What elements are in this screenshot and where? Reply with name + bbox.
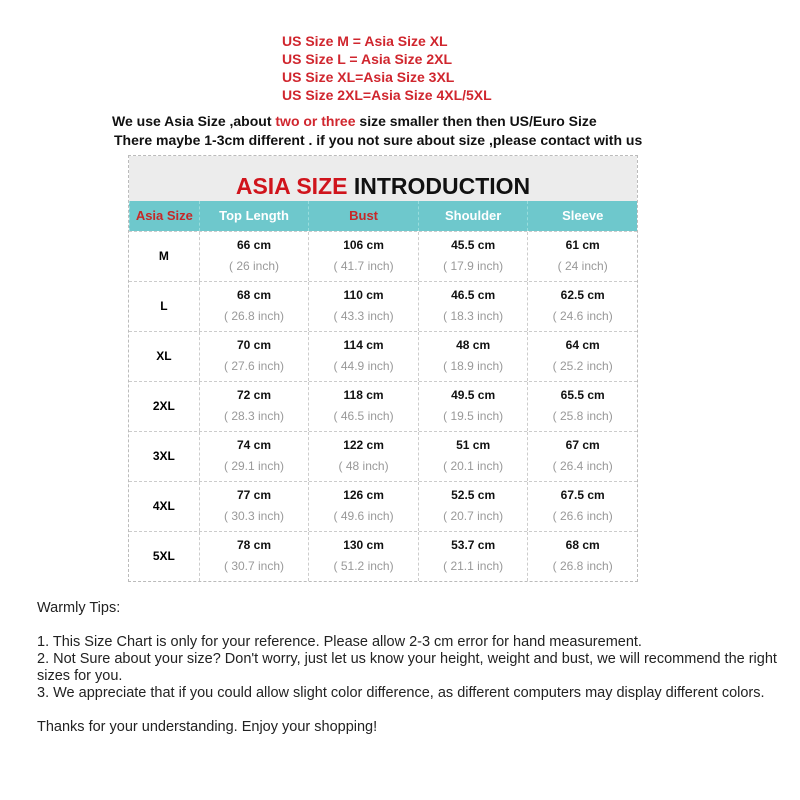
- size-label: 2XL: [152, 399, 175, 413]
- cm-value: 61 cm: [565, 238, 600, 252]
- cm-value: 64 cm: [565, 338, 600, 352]
- note-highlight: two or three: [275, 113, 356, 129]
- cm-value: 46.5 cm: [451, 288, 496, 302]
- cm-value: 53.7 cm: [451, 538, 496, 552]
- measurement-cell: [418, 232, 528, 281]
- inch-value: ( 26 inch): [228, 259, 280, 273]
- mapping-line: US Size M = Asia Size XL: [282, 33, 448, 49]
- measurement-cell: [199, 432, 309, 481]
- inch-value: ( 30.7 inch): [223, 559, 285, 573]
- tips-heading: Warmly Tips:: [37, 600, 121, 616]
- measurement-cell: [308, 382, 418, 431]
- cm-value: 78 cm: [236, 538, 272, 552]
- inch-value: ( 41.7 inch): [333, 259, 394, 273]
- measurement-cell: [308, 332, 418, 381]
- title-black: INTRODUCTION: [347, 173, 531, 199]
- table-row: [129, 331, 637, 381]
- size-label: XL: [156, 349, 172, 363]
- table-header: [129, 201, 637, 231]
- inch-value: ( 27.6 inch): [223, 359, 285, 373]
- size-label: L: [160, 299, 168, 313]
- title-red: ASIA SIZE: [235, 173, 348, 199]
- inch-value: ( 24.6 inch): [552, 309, 613, 323]
- cm-value: 126 cm: [343, 488, 384, 502]
- table-title: [129, 156, 637, 201]
- cm-value: 68 cm: [236, 288, 272, 302]
- cm-value: 110 cm: [343, 288, 384, 302]
- measurement-cell: [418, 282, 528, 331]
- cm-value: 48 cm: [456, 338, 491, 352]
- cm-value: 70 cm: [236, 338, 272, 352]
- measurement-cell: [418, 382, 528, 431]
- inch-value: ( 46.5 inch): [333, 409, 394, 423]
- cm-value: 74 cm: [236, 438, 272, 452]
- measurement-cell: [199, 232, 309, 281]
- measurement-cell: [527, 282, 637, 331]
- cm-value: 114 cm: [343, 338, 384, 352]
- cm-value: 49.5 cm: [451, 388, 496, 402]
- mapping-line: US Size 2XL=Asia Size 4XL/5XL: [282, 87, 492, 103]
- note-text: size smaller then then US/Euro Size: [355, 113, 597, 129]
- inch-value: ( 26.4 inch): [552, 459, 613, 473]
- measurement-cell: [527, 232, 637, 281]
- table-row: [129, 281, 637, 331]
- header-asia-size: Asia Size: [129, 201, 199, 231]
- cm-value: 72 cm: [236, 388, 272, 402]
- inch-value: ( 17.9 inch): [443, 259, 504, 273]
- size-label: 4XL: [152, 499, 175, 513]
- inch-value: ( 25.2 inch): [552, 359, 613, 373]
- measurement-cell: [199, 282, 309, 331]
- inch-value: ( 49.6 inch): [333, 509, 394, 523]
- inch-value: ( 26.6 inch): [552, 509, 613, 523]
- tips-closing: Thanks for your understanding. Enjoy your shopping!: [37, 719, 378, 735]
- cm-value: 45.5 cm: [451, 238, 496, 252]
- inch-value: ( 51.2 inch): [333, 559, 394, 573]
- note-line-2: There maybe 1-3cm different . if you not sure about size ,please contact with us: [114, 132, 643, 148]
- tip-item: 1. This Size Chart is only for your reference. Please allow 2-3 cm error for hand measurement.: [37, 634, 642, 650]
- cm-value: 66 cm: [236, 238, 272, 252]
- measurement-cell: [199, 382, 309, 431]
- size-label: 5XL: [152, 549, 175, 563]
- table-row: [129, 531, 637, 581]
- table-row: [129, 481, 637, 531]
- measurement-cell: [199, 332, 309, 381]
- cm-value: 130 cm: [343, 538, 384, 552]
- measurement-cell: [418, 482, 528, 531]
- measurement-cell: [199, 482, 309, 531]
- measurement-cell: [308, 432, 418, 481]
- tip-item: 3. We appreciate that if you could allow slight color difference, as different computers may display different colors.: [37, 685, 765, 701]
- header-bust: Bust: [308, 201, 418, 231]
- mapping-line: US Size XL=Asia Size 3XL: [282, 69, 455, 85]
- measurement-cell: [308, 282, 418, 331]
- measurement-cell: [418, 532, 528, 581]
- note-text: We use Asia Size ,about: [112, 113, 276, 129]
- measurement-cell: [527, 532, 637, 581]
- cm-value: 68 cm: [565, 538, 600, 552]
- cm-value: 67 cm: [565, 438, 600, 452]
- cm-value: 67.5 cm: [560, 488, 605, 502]
- warmly-tips: [37, 600, 777, 736]
- measurement-cell: [527, 432, 637, 481]
- measurement-cell: [199, 532, 309, 581]
- measurement-cell: [308, 232, 418, 281]
- header-shoulder: Shoulder: [418, 201, 528, 231]
- inch-value: ( 21.1 inch): [443, 559, 504, 573]
- cm-value: 118 cm: [343, 388, 384, 402]
- cm-value: 62.5 cm: [560, 288, 605, 302]
- size-note: [112, 112, 642, 150]
- measurement-cell: [418, 432, 528, 481]
- size-label: M: [158, 249, 169, 263]
- inch-value: ( 26.8 inch): [552, 559, 613, 573]
- cm-value: 52.5 cm: [451, 488, 496, 502]
- header-sleeve: Sleeve: [527, 201, 637, 231]
- table-row: [129, 231, 637, 281]
- mapping-line: US Size L = Asia Size 2XL: [282, 51, 453, 67]
- inch-value: ( 20.7 inch): [443, 509, 504, 523]
- inch-value: ( 29.1 inch): [223, 459, 285, 473]
- cm-value: 106 cm: [343, 238, 384, 252]
- measurement-cell: [418, 332, 528, 381]
- inch-value: ( 25.8 inch): [552, 409, 613, 423]
- cm-value: 65.5 cm: [560, 388, 605, 402]
- inch-value: ( 19.5 inch): [443, 409, 504, 423]
- cm-value: 122 cm: [343, 438, 384, 452]
- inch-value: ( 26.8 inch): [223, 309, 285, 323]
- cm-value: 51 cm: [456, 438, 491, 452]
- inch-value: ( 48 inch): [338, 459, 389, 473]
- size-table: [128, 155, 638, 582]
- measurement-cell: [527, 332, 637, 381]
- tip-item: 2. Not Sure about your size? Don't worry, just let us know your height, weight and bust, we will recommend the right sizes for you.: [37, 651, 777, 684]
- measurement-cell: [308, 532, 418, 581]
- inch-value: ( 30.3 inch): [223, 509, 285, 523]
- inch-value: ( 24 inch): [557, 259, 608, 273]
- inch-value: ( 20.1 inch): [443, 459, 504, 473]
- inch-value: ( 18.9 inch): [443, 359, 504, 373]
- size-label: 3XL: [152, 449, 175, 463]
- note-line-1: [112, 112, 642, 131]
- inch-value: ( 44.9 inch): [333, 359, 394, 373]
- measurement-cell: [527, 382, 637, 431]
- measurement-cell: [527, 482, 637, 531]
- inch-value: ( 43.3 inch): [333, 309, 394, 323]
- cm-value: 77 cm: [236, 488, 272, 502]
- table-row: [129, 431, 637, 481]
- measurement-cell: [308, 482, 418, 531]
- inch-value: ( 28.3 inch): [223, 409, 285, 423]
- inch-value: ( 18.3 inch): [443, 309, 504, 323]
- header-top-length: Top Length: [199, 201, 309, 231]
- table-row: [129, 381, 637, 431]
- us-size-mapping: [282, 32, 492, 104]
